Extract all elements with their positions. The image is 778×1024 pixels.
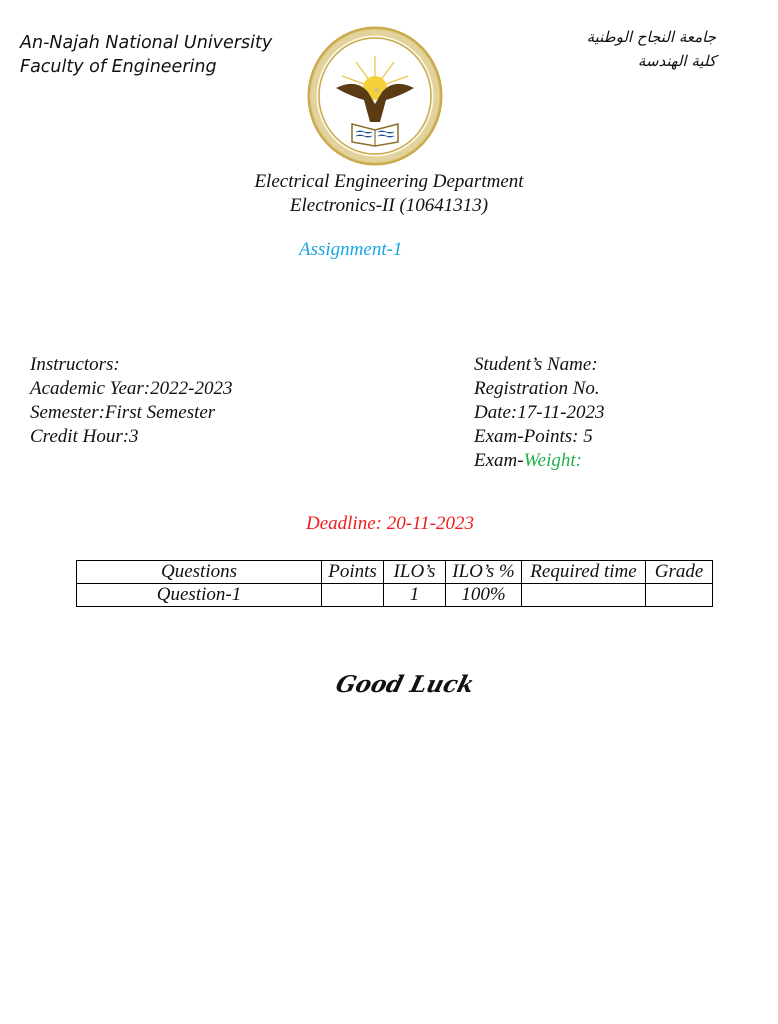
exam-weight xyxy=(474,449,605,473)
faculty-name-ar: كلية الهندسة xyxy=(637,52,716,70)
university-name-ar: جامعة النجاح الوطنية xyxy=(586,28,716,46)
column-header: Points xyxy=(322,561,384,584)
university-header-ar xyxy=(540,25,716,73)
faculty-name: Faculty of Engineering xyxy=(20,57,217,77)
student-info-right xyxy=(474,353,605,473)
column-header: Questions xyxy=(77,561,322,584)
exam-date: Date:17-11-2023 xyxy=(474,402,605,423)
course-title: Electronics-II (10641313) xyxy=(289,195,489,216)
assignment-title: Assignment-1 xyxy=(299,239,403,260)
column-header: Required time xyxy=(522,561,646,584)
table-cell xyxy=(522,584,646,607)
table-row xyxy=(77,584,713,607)
university-name: An-Najah National University xyxy=(20,33,273,53)
student-name-label: Student’s Name: xyxy=(474,354,598,375)
column-header: ILO’s xyxy=(384,561,446,584)
exam-points: Exam-Points: 5 xyxy=(474,426,593,447)
registration-label: Registration No. xyxy=(474,378,600,399)
table-header-row xyxy=(77,561,713,584)
good-luck-signature xyxy=(330,662,478,706)
grading-table xyxy=(76,560,713,607)
good-luck-text: Good Luck xyxy=(333,670,478,698)
table-cell: 1 xyxy=(384,584,446,607)
an-najah-eagle-seal-icon xyxy=(306,26,444,166)
department-title: Electrical Engineering Department xyxy=(254,171,524,192)
university-header-en xyxy=(20,31,272,79)
exam-weight-prefix: Exam- xyxy=(474,450,524,471)
semester: Semester:First Semester xyxy=(30,402,216,423)
table-cell xyxy=(322,584,384,607)
column-header: Grade xyxy=(646,561,713,584)
column-header: ILO’s % xyxy=(446,561,522,584)
exam-weight-word: Weight: xyxy=(523,450,582,471)
instructors-label: Instructors: xyxy=(30,354,120,375)
course-info-left xyxy=(30,353,232,449)
table-cell: Question-1 xyxy=(77,584,322,607)
academic-year: Academic Year:2022-2023 xyxy=(30,378,233,399)
deadline: Deadline: 20-11-2023 xyxy=(306,513,474,534)
table-cell: 100% xyxy=(446,584,522,607)
credit-hour: Credit Hour:3 xyxy=(30,426,139,447)
table-cell xyxy=(646,584,713,607)
